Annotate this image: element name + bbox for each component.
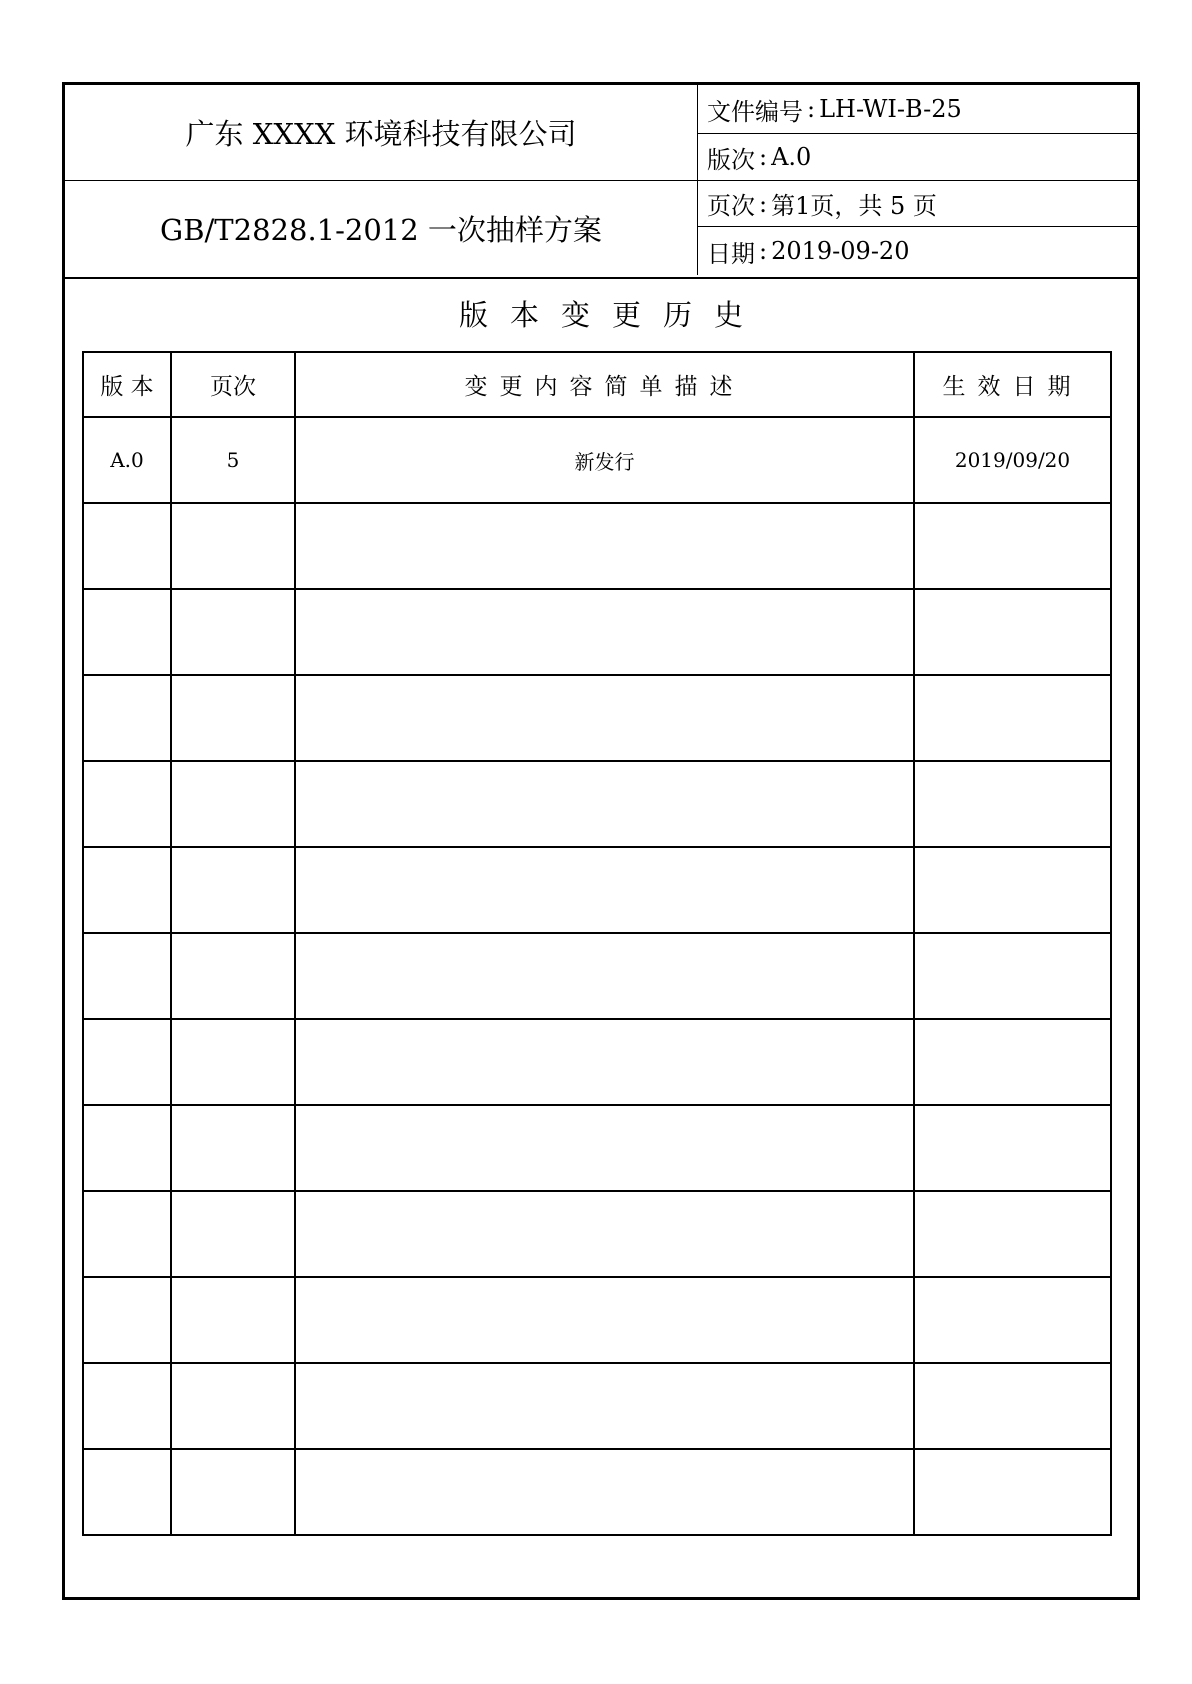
table-header-row — [83, 352, 1111, 417]
cell-version — [83, 675, 171, 761]
document-page — [62, 82, 1140, 1600]
cell-description — [295, 933, 914, 1019]
table-row — [83, 589, 1111, 675]
table-row — [83, 1277, 1111, 1363]
cell-description — [295, 761, 914, 847]
document-title: GB/T2828.1-2012 一次抽样方案 — [160, 212, 602, 247]
cell-description — [295, 1019, 914, 1105]
cell-version — [83, 847, 171, 933]
cell-version — [83, 1363, 171, 1449]
table-row — [83, 847, 1111, 933]
cell-description — [295, 589, 914, 675]
table-row — [83, 417, 1111, 503]
meta-label: 文件编号 — [707, 97, 803, 126]
cell-effective-date — [914, 1191, 1111, 1277]
section-title: 版本变更历史 — [458, 297, 765, 332]
cell-version — [83, 1105, 171, 1191]
cell-page — [171, 1105, 295, 1191]
cell-effective-date — [914, 503, 1111, 589]
table-row — [83, 933, 1111, 1019]
table-row — [83, 675, 1111, 761]
cell-version: A.0 — [83, 417, 171, 503]
cell-version — [83, 1277, 171, 1363]
cell-page — [171, 847, 295, 933]
column-header-description: 变更内容简单描述 — [295, 352, 914, 417]
meta-date: 日期 : 2019-09-20 — [707, 227, 909, 275]
company-name: 广东 XXXX 环境科技有限公司 — [185, 117, 577, 151]
table-row — [83, 1449, 1111, 1535]
column-header-version: 版 本 — [83, 352, 171, 417]
meta-value: A.0 — [771, 143, 812, 171]
cell-effective-date — [914, 1449, 1111, 1535]
cell-description — [295, 1191, 914, 1277]
cell-page — [171, 933, 295, 1019]
cell-effective-date — [914, 1019, 1111, 1105]
meta-label: 版次 — [707, 145, 755, 174]
cell-version — [83, 1449, 171, 1535]
meta-value: LH-WI-B-25 — [819, 95, 962, 123]
cell-page — [171, 761, 295, 847]
cell-version — [83, 589, 171, 675]
cell-description — [295, 675, 914, 761]
column-header-page: 页次 — [171, 352, 295, 417]
cell-description — [295, 847, 914, 933]
revision-history-table — [82, 351, 1112, 1536]
cell-effective-date — [914, 1277, 1111, 1363]
cell-effective-date: 2019/09/20 — [914, 417, 1111, 503]
meta-page: 页次 : 第1页，共 5 页 — [707, 181, 937, 226]
cell-version — [83, 1191, 171, 1277]
cell-effective-date — [914, 1105, 1111, 1191]
cell-description: 新发行 — [295, 417, 914, 503]
table-row — [83, 1105, 1111, 1191]
cell-effective-date — [914, 933, 1111, 1019]
cell-effective-date — [914, 589, 1111, 675]
cell-page — [171, 1019, 295, 1105]
cell-effective-date — [914, 1363, 1111, 1449]
cell-page — [171, 1277, 295, 1363]
meta-value: 第1页，共 5 页 — [771, 192, 937, 220]
table-row — [83, 761, 1111, 847]
cell-effective-date — [914, 761, 1111, 847]
table-row — [83, 503, 1111, 589]
cell-page — [171, 503, 295, 589]
table-row — [83, 1191, 1111, 1277]
cell-effective-date — [914, 675, 1111, 761]
column-header-effective-date: 生效日期 — [914, 352, 1111, 417]
table-body — [83, 417, 1111, 1535]
cell-effective-date — [914, 847, 1111, 933]
meta-file-number: 文件编号 : LH-WI-B-25 — [707, 85, 962, 133]
meta-value: 2019-09-20 — [771, 237, 910, 265]
cell-version — [83, 761, 171, 847]
cell-page — [171, 1363, 295, 1449]
cell-page: 5 — [171, 417, 295, 503]
cell-description — [295, 503, 914, 589]
cell-page — [171, 1449, 295, 1535]
cell-description — [295, 1277, 914, 1363]
meta-label: 日期 — [707, 239, 755, 268]
cell-description — [295, 1449, 914, 1535]
cell-description — [295, 1105, 914, 1191]
cell-version — [83, 933, 171, 1019]
cell-page — [171, 675, 295, 761]
table-row — [83, 1019, 1111, 1105]
meta-revision: 版次 : A.0 — [707, 134, 811, 180]
cell-page — [171, 589, 295, 675]
cell-version — [83, 503, 171, 589]
table-row — [83, 1363, 1111, 1449]
document-header — [65, 85, 1137, 279]
meta-label: 页次 — [707, 192, 755, 220]
cell-version — [83, 1019, 171, 1105]
cell-description — [295, 1363, 914, 1449]
cell-page — [171, 1191, 295, 1277]
